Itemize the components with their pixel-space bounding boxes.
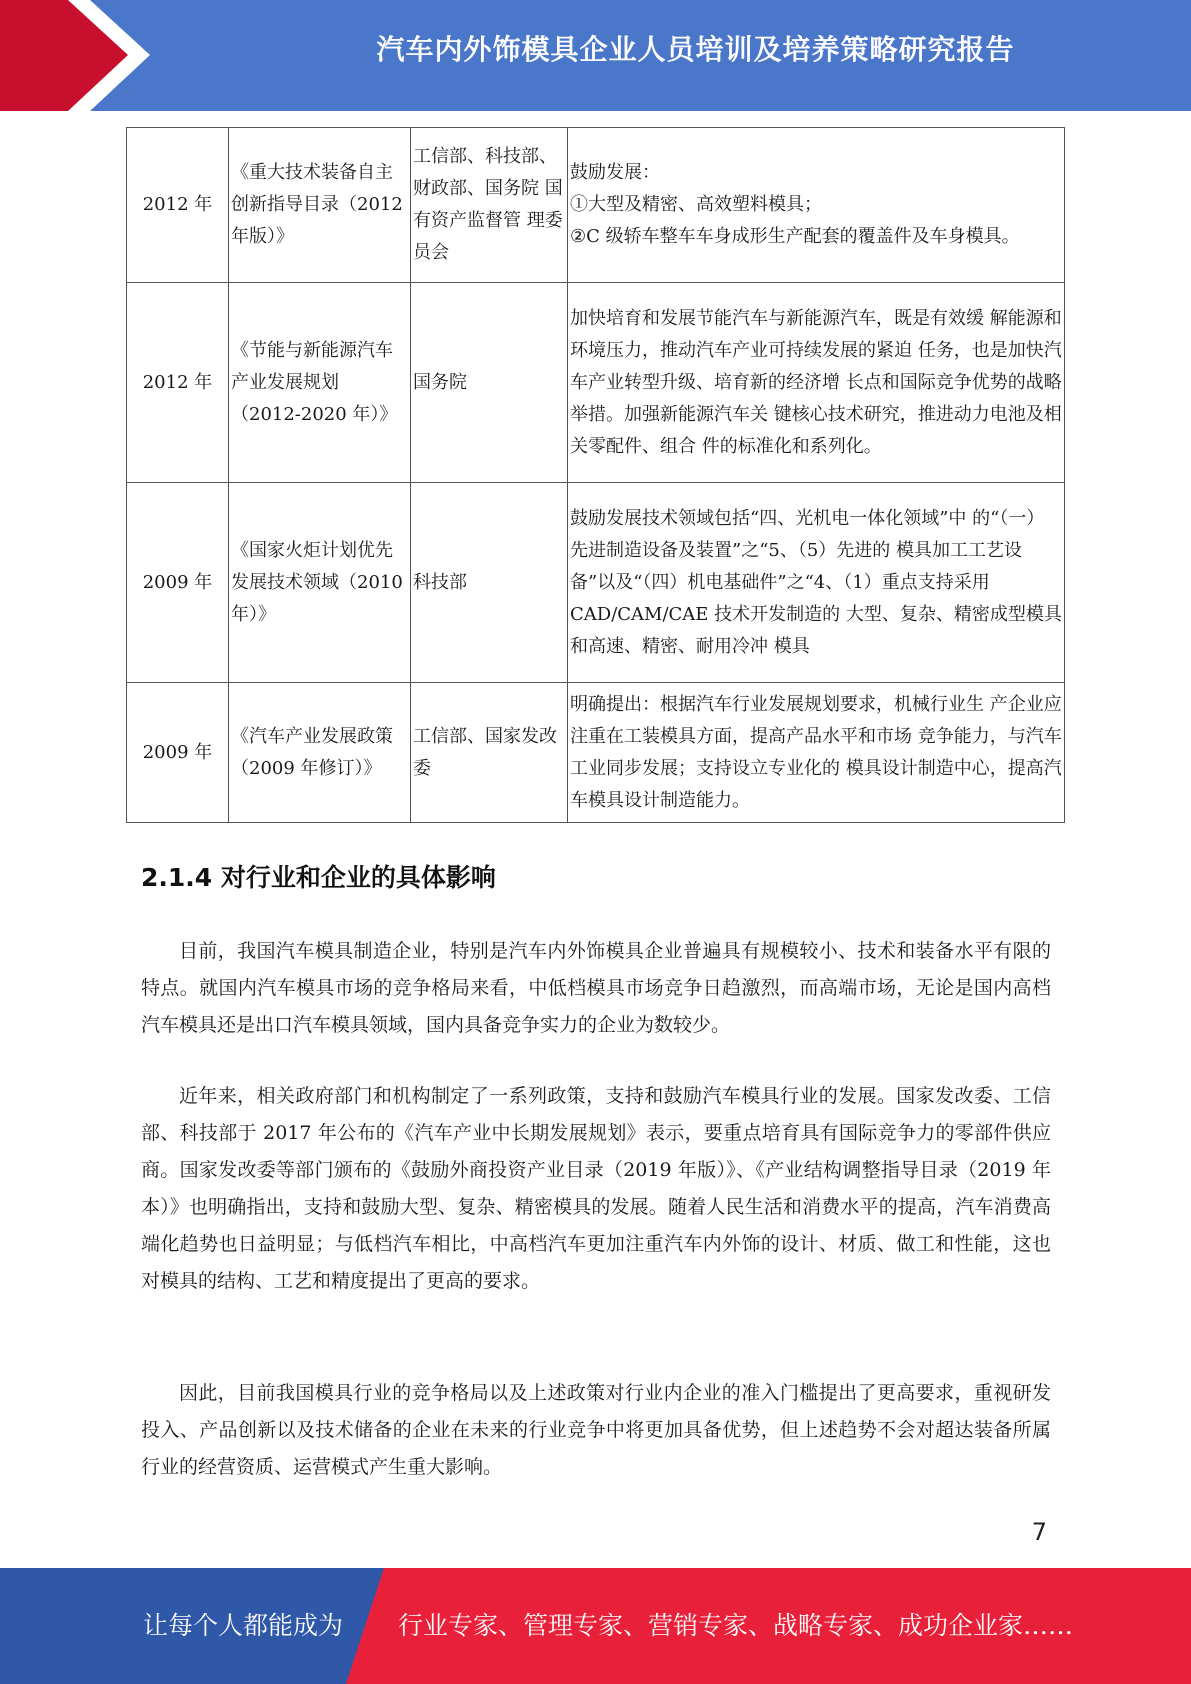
department-cell: 工信部、国家发改委 [411, 683, 568, 823]
year-cell: 2009 年 [127, 683, 229, 823]
page-number: 7 [1031, 1518, 1047, 1546]
description-cell [568, 283, 1065, 483]
department-cell: 科技部 [411, 483, 568, 683]
description-line: ①大型及精密、高效塑料模具； [570, 194, 822, 215]
footer-slogan-left: 让每个人都能成为 [143, 1611, 344, 1640]
document-cell: 《节能与新能源汽车产业发展规划（2012-2020 年）》 [229, 283, 411, 483]
year-cell: 2009 年 [127, 483, 229, 683]
body-paragraph: 因此，目前我国模具行业的竞争格局以及上述政策对行业内企业的准入门槛提出了更高要求，重视研发投入、产品创新以及技术储备的企业在未来的行业竞争中将更加具备优势，但上述趋势不会对超达装备所属行业的经营资质、运营模式产生重大影响。 [141, 1382, 1051, 1478]
policy-table [126, 127, 1065, 823]
body-paragraph: 近年来，相关政府部门和机构制定了一系列政策，支持和鼓励汽车模具行业的发展。国家发改委、工信部、科技部于 2017 年公布的《汽车产业中长期发展规划》表示，要重点培育具有国际竞争力的零部件供应商。国家发改委等部门颁布的《鼓励外商投资产业目录（2019 年版）》、《产业结构调整指导目录（2019 年本）》也明确指出，支持和鼓励大型、复杂、精密模具的发展。随着人民生活和消费水平的提高，汽车消费高端化趋势也日益明显；与低档汽车相比，中高档汽车更加注重汽车内外饰的设计、材质、做工和性能，这也对模具的结构、工艺和精度提出了更高的要求。 [141, 1085, 1051, 1292]
header-arrow-icon [0, 0, 150, 111]
document-cell: 《汽车产业发展政策（2009 年修订）》 [229, 683, 411, 823]
section-heading: 2.1.4 对行业和企业的具体影响 [141, 863, 496, 892]
year-cell: 2012 年 [127, 128, 229, 283]
description-cell [568, 128, 1065, 283]
table-row [127, 283, 1065, 483]
description-text: 加快培育和发展节能汽车与新能源汽车，既是有效缓 解能源和环境压力，推动汽车产业可持续发展的紧迫 任务，也是加快汽车产业转型升级、培育新的经济增 长点和国际竞争优势的战略举措。加强新能源汽车关 键核心技术研究，推进动力电池及相关零配件、组合 件的标准化和系列化。 [570, 307, 1062, 457]
description-cell [568, 483, 1065, 683]
description-text: 明确提出：根据汽车行业发展规划要求，机械行业生 产企业应注重在工装模具方面，提高产品水平和市场 竞争能力，与汽车工业同步发展；支持设立专业化的 模具设计制造中心，提高汽车模具设计制造能力。 [570, 693, 1062, 811]
department-cell: 工信部、科技部、 财政部、国务院 国有资产监督管 理委员会 [411, 128, 568, 283]
page-header [0, 0, 1191, 111]
document-cell: 《国家火炬计划优先发展技术领域（2010 年）》 [229, 483, 411, 683]
description-cell [568, 683, 1065, 823]
description-line: ②C 级轿车整车车身成形生产配套的覆盖件及车身模具。 [570, 226, 1020, 247]
description-text: 鼓励发展技术领域包括“四、光机电一体化领域”中 的“（一）先进制造设备及装置”之“5、（5）先进的 模具加工工艺设备”以及“（四）机电基础件”之“4、（1）重点支持采用 CAD/CAM/CAE 技术开发制造的 大型、复杂、精密成型模具和高速、精密、耐用冷冲 模具 [570, 507, 1062, 657]
footer-slogan-right: 行业专家、管理专家、营销专家、战略专家、成功企业家…… [398, 1611, 1074, 1640]
table-row [127, 483, 1065, 683]
table-row [127, 128, 1065, 283]
department-cell: 国务院 [411, 283, 568, 483]
report-title: 汽车内外饰模具企业人员培训及培养策略研究报告 [376, 33, 1015, 66]
year-cell: 2012 年 [127, 283, 229, 483]
description-line: 鼓励发展： [570, 162, 660, 183]
page-footer [0, 1568, 1191, 1684]
document-cell: 《重大技术装备自主创新指导目录（2012 年版）》 [229, 128, 411, 283]
table-row [127, 683, 1065, 823]
body-paragraph: 目前，我国汽车模具制造企业，特别是汽车内外饰模具企业普遍具有规模较小、技术和装备水平有限的特点。就国内汽车模具市场的竞争格局来看，中低档模具市场竞争日趋激烈，而高端市场，无论是国内高档汽车模具还是出口汽车模具领域，国内具备竞争实力的企业为数较少。 [141, 940, 1051, 1036]
